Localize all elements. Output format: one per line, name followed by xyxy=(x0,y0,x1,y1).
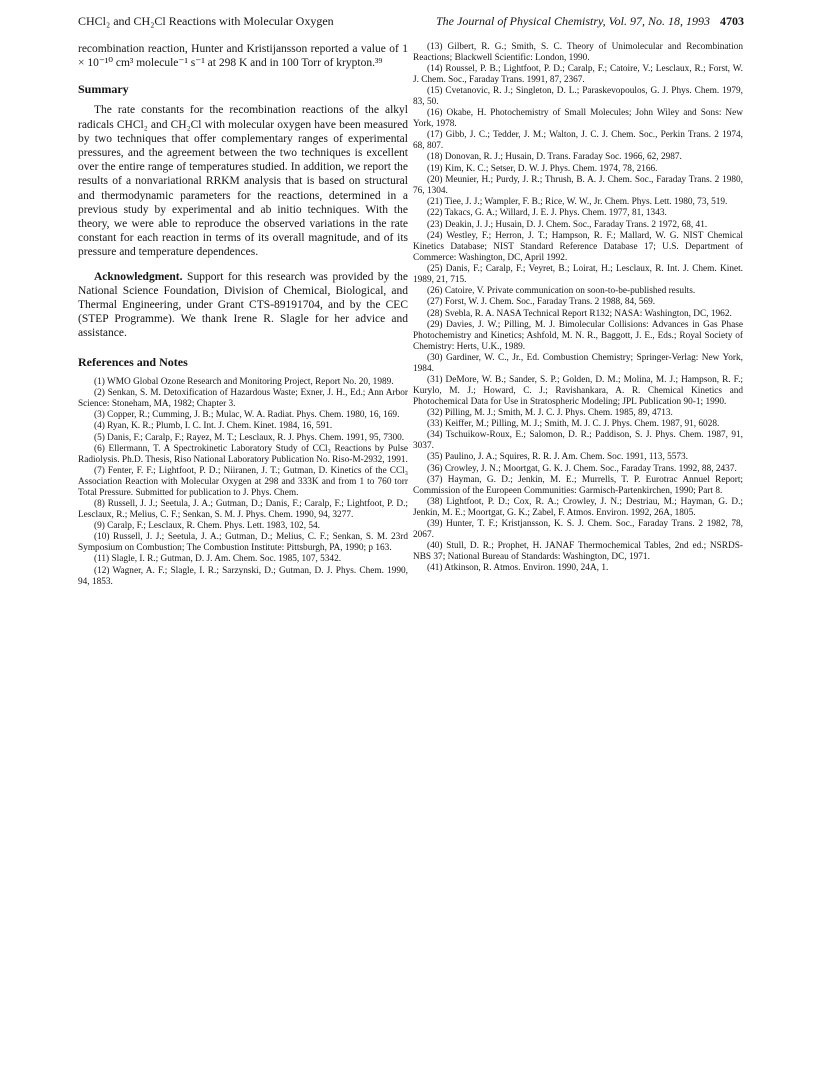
reference-item: (6) Ellermann, T. A Spectrokinetic Laboratory Study of CCl₃ Reactions by Pulse Radiolysis. Ph.D. Thesis, Riso National Laboratory Publication No. Riso-M-2932, 1991. xyxy=(78,443,408,465)
reference-item: (14) Roussel, P. B.; Lightfoot, P. D.; Caralp, F.; Catoire, V.; Lesclaux, R.; Forst, W. J. Chem. Soc., Faraday Trans. 1991, 87, 2367. xyxy=(413,64,743,85)
reference-item: (41) Atkinson, R. Atmos. Environ. 1990, 24A, 1. xyxy=(427,563,609,574)
acknowledgment-text: Support for this research was provided by the National Science Foundation, Division of Chemical, Biological, and Thermal Engineering, under Grant CTS-89191704, and by the CEC (STEP Programme). We thank Irene R. Slagle for her advice and assistance. xyxy=(78,270,408,340)
header-journal xyxy=(436,14,744,29)
acknowledgment-paragraph xyxy=(78,270,408,341)
reference-item: (18) Donovan, R. J.; Husain, D. Trans. Faraday Soc. 1966, 62, 2987. xyxy=(427,152,682,163)
reference-list-right xyxy=(413,42,743,574)
reference-item: (11) Slagle, I. R.; Gutman, D. J. Am. Chem. Soc. 1985, 107, 5342. xyxy=(94,554,342,565)
reference-item: (4) Ryan, K. R.; Plumb, I. C. Int. J. Chem. Kinet. 1984, 16, 591. xyxy=(94,421,333,432)
reference-item: (5) Danis, F.; Caralp, F.; Rayez, M. T.; Lesclaux, R. J. Phys. Chem. 1991, 95, 7300. xyxy=(94,432,405,443)
reference-item: (8) Russell, J. J.; Seetula, J. A.; Gutman, D.; Danis, F.; Caralp, F.; Lightfoot, P. D.; Lesclaux, R.; Melius, C. F.; Senkan, S. M. J. Phys. Chem. 1990, 94, 3277. xyxy=(78,498,408,520)
reference-item: (16) Okabe, H. Photochemistry of Small Molecules; John Wiley and Sons: New York, 1978. xyxy=(413,108,743,130)
reference-item: (20) Meunier, H.; Purdy, J. R.; Thrush, B. A. J. Chem. Soc., Faraday Trans. 2 1980, 76, 1304. xyxy=(413,175,743,196)
reference-item: (12) Wagner, A. F.; Slagle, I. R.; Sarzynski, D.; Gutman, D. J. Phys. Chem. 1990, 94, 1853. xyxy=(78,565,408,587)
reference-item: (1) WMO Global Ozone Research and Monitoring Project, Report No. 20, 1989. xyxy=(94,376,394,387)
reference-item: (24) Westley, F.; Herron, J. T.; Hampson, R. F.; Mallard, W. G. NIST Chemical Kinetics Database; NIST Standard Reference Database 17; U.S. Department of Commerce: Washington, DC, April 1992. xyxy=(413,231,743,263)
reference-item: (31) DeMore, W. B.; Sander, S. P.; Golden, D. M.; Molina, M. J.; Hampson, R. F.; Kurylo, M. J.; Howard, C. J.; Ravishankara, A. R. Chemical Kinetics and Photochemical Data for Use in Stratospheric Modeling; JPL Publication 90-1; 1990. xyxy=(413,374,743,407)
reference-item: (21) Tiee, J. J.; Wampler, F. B.; Rice, W. W., Jr. Chem. Phys. Lett. 1980, 73, 519. xyxy=(427,197,728,208)
reference-item: (34) Tschuikow-Roux, E.; Salomon, D. R.; Paddison, S. J. Phys. Chem. 1987, 91, 3037. xyxy=(413,430,743,452)
reference-item: (29) Davies, J. W.; Pilling, M. J. Bimolecular Collisions: Advances in Gas Phase Photochemistry and Kinetics; Ashfold, M. N. R., Baggott, J. E., Eds.; Royal Society of Chemistry: Herts, U.K., 1989. xyxy=(413,319,743,352)
reference-item: (19) Kim, K. C.; Setser, D. W. J. Phys. Chem. 1974, 78, 2166. xyxy=(427,163,658,174)
reference-item: (13) Gilbert, R. G.; Smith, S. C. Theory of Unimolecular and Recombination Reactions; Blackwell Scientific: London, 1990. xyxy=(413,42,743,63)
summary-heading: Summary xyxy=(78,82,129,97)
header-article-title: CHCl₂ and CH₂Cl Reactions with Molecular Oxygen xyxy=(78,14,334,28)
acknowledgment-label: Acknowledgment. xyxy=(94,270,183,283)
reference-item: (28) Svebla, R. A. NASA Technical Report R132; NASA: Washington, DC, 1962. xyxy=(427,308,732,319)
left-column xyxy=(78,42,408,587)
reference-item: (30) Gardiner, W. C., Jr., Ed. Combustion Chemistry; Springer-Verlag: New York, 1984. xyxy=(413,352,743,374)
reference-item: (33) Keiffer, M.; Pilling, M. J.; Smith, M. J. C. J. Phys. Chem. 1987, 91, 6028. xyxy=(427,419,720,430)
reference-item: (36) Crowley, J. N.; Moortgat, G. K. J. Chem. Soc., Faraday Trans. 1992, 88, 2437. xyxy=(427,463,737,474)
reference-item: (35) Paulino, J. A.; Squires, R. R. J. Am. Chem. Soc. 1991, 113, 5573. xyxy=(427,452,689,463)
reference-item: (17) Gibb, J. C.; Tedder, J. M.; Walton, J. C. J. Chem. Soc., Perkin Trans. 2 1974, 68, 807. xyxy=(413,130,743,152)
reference-item: (15) Cvetanovic, R. J.; Singleton, D. L.; Paraskevopoulos, G. J. Phys. Chem. 1979, 83, 50. xyxy=(413,86,743,107)
reference-list-left xyxy=(78,377,408,588)
references-heading: References and Notes xyxy=(78,354,188,369)
header-journal-citation: The Journal of Physical Chemistry, Vol. 97, No. 18, 1993 xyxy=(436,14,710,28)
reference-item: (39) Hunter, T. F.; Kristjansson, K. S. J. Chem. Soc., Faraday Trans. 2 1982, 78, 2067. xyxy=(413,519,743,541)
reference-item: (22) Takacs, G. A.; Willard, J. E. J. Phys. Chem. 1977, 81, 1343. xyxy=(427,208,667,219)
reference-item: (9) Caralp, F.; Lesclaux, R. Chem. Phys. Lett. 1983, 102, 54. xyxy=(94,521,320,532)
reference-item: (2) Senkan, S. M. Detoxification of Hazardous Waste; Exner, J. H., Ed.; Ann Arbor Science: Stoneham, MA, 1982; Chapter 3. xyxy=(78,387,408,409)
reference-item: (10) Russell, J. J.; Seetula, J. A.; Gutman, D.; Melius, C. F.; Senkan, S. M. 23rd Symposium on Combustion; The Combustion Institute: Pittsburgh, PA, 1990; p 163. xyxy=(78,532,408,554)
reference-item: (27) Forst, W. J. Chem. Soc., Faraday Trans. 2 1988, 84, 569. xyxy=(427,297,656,308)
right-column xyxy=(413,42,743,574)
reference-item: (25) Danis, F.; Caralp, F.; Veyret, B.; Loirat, H.; Lesclaux, R. Int. J. Chem. Kinet. 1989, 21, 715. xyxy=(413,263,743,285)
reference-item: (26) Catoire, V. Private communication on soon-to-be-published results. xyxy=(427,286,696,297)
summary-paragraph: The rate constants for the recombination reactions of the alkyl radicals CHCl₂ and CH₂Cl with molecular oxygen have been measured by two techniques that offer complementary ranges of experimental pressures, and the agreement between the two techniques is excellent over the entire range of temperatures studied. In addition, we report the results of a nonvariational RRKM analysis that is based on structural and thermodynamic parameters for the reactions, determined in a previous study by experimental and ab initio techniques. With the theory, we were able to reproduce the observed variations in the rate constant for each reaction in terms of its overall magnitude, and of its pressure and temperature dependences. xyxy=(78,104,408,259)
intro-paragraph: recombination reaction, Hunter and Kristijansson reported a value of 1 × 10⁻¹⁰ cm³ molecule⁻¹ s⁻¹ at 298 K and in 100 Torr of krypton.³⁹ xyxy=(78,43,408,70)
header-page-number: 4703 xyxy=(720,14,744,28)
reference-item: (40) Stull, D. R.; Prophet, H. JANAF Thermochemical Tables, 2nd ed.; NSRDS-NBS 37; National Bureau of Standards: Washington, DC, 1971. xyxy=(413,541,743,563)
reference-item: (7) Fenter, F. F.; Lightfoot, P. D.; Niiranen, J. T.; Gutman, D. Kinetics of the CCl₃ Association Reaction with Molecular Oxygen at 298 and 333K and from 1 to 760 torr Total Pressure. Submitted for publication to J. Phys. Chem. xyxy=(78,466,408,498)
reference-item: (38) Lightfoot, P. D.; Cox, R. A.; Crowley, J. N.; Destriau, M.; Hayman, G. D.; Jenkin, M. E.; Moortgat, G. K.; Zabel, F. Atmos. Environ. 1992, 26A, 1805. xyxy=(413,497,743,518)
reference-item: (32) Pilling, M. J.; Smith, M. J. C. J. Phys. Chem. 1985, 89, 4713. xyxy=(427,407,673,418)
reference-item: (37) Hayman, G. D.; Jenkin, M. E.; Murrells, T. P. Eurotrac Annuel Report; Commission of the Europeen Communities: Garmisch-Partenkirchen, 1990; Part 8. xyxy=(413,475,743,496)
reference-item: (23) Deakin, J. J.; Husain, D. J. Chem. Soc., Faraday Trans. 2 1972, 68, 41. xyxy=(427,219,708,230)
running-header xyxy=(78,14,744,32)
reference-item: (3) Copper, R.; Cumming, J. B.; Mulac, W. A. Radiat. Phys. Chem. 1980, 16, 169. xyxy=(94,410,400,421)
